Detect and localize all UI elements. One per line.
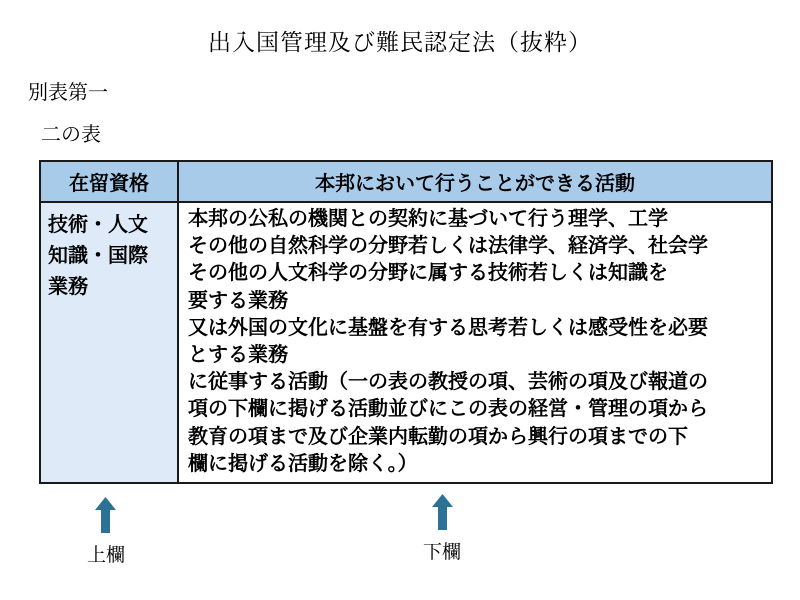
activity-line: その他の自然科学の分野若しくは法律学、経済学、社会学 <box>188 235 708 258</box>
activity-cell <box>178 202 772 483</box>
residence-status-table <box>39 160 773 484</box>
lower-column-label: 下欄 <box>423 542 462 563</box>
table-header-row <box>40 161 772 202</box>
table-row <box>40 202 772 483</box>
up-arrow-icon <box>95 497 116 533</box>
activity-line: 要する業務 <box>188 289 288 312</box>
status-cell <box>40 202 178 483</box>
status-line: 業務 <box>48 276 88 298</box>
activity-line: 項の下欄に掲げる活動並びにこの表の経営・管理の項から <box>188 398 708 421</box>
activity-line: 本邦の公私の機関との契約に基づいて行う理学、工学 <box>188 208 668 230</box>
annex-label: 別表第一 <box>28 82 108 104</box>
activity-line: 又は外国の文化に基盤を有する思考若しくは感受性を必要 <box>188 316 708 339</box>
activity-line: に従事する活動（一の表の教授の項、芸術の項及び報道の <box>188 371 708 394</box>
activity-line: 教育の項まで及び企業内転勤の項から興行の項までの下 <box>188 425 688 448</box>
column-header-activity: 本邦において行うことができる活動 <box>178 161 772 202</box>
table-number-label: 二の表 <box>41 124 101 146</box>
status-line: 技術・人文 <box>48 214 148 236</box>
column-header-status: 在留資格 <box>40 161 178 202</box>
up-arrow-icon <box>432 494 453 530</box>
page-title: 出入国管理及び難民認定法（抜粋） <box>208 29 592 55</box>
activity-line: 欄に掲げる活動を除く。） <box>188 452 418 475</box>
activity-line: とする業務 <box>188 344 288 367</box>
activity-line: その他の人文科学の分野に属する技術若しくは知識を <box>188 262 668 285</box>
upper-column-label: 上欄 <box>87 545 126 566</box>
status-line: 知識・国際 <box>48 245 148 267</box>
